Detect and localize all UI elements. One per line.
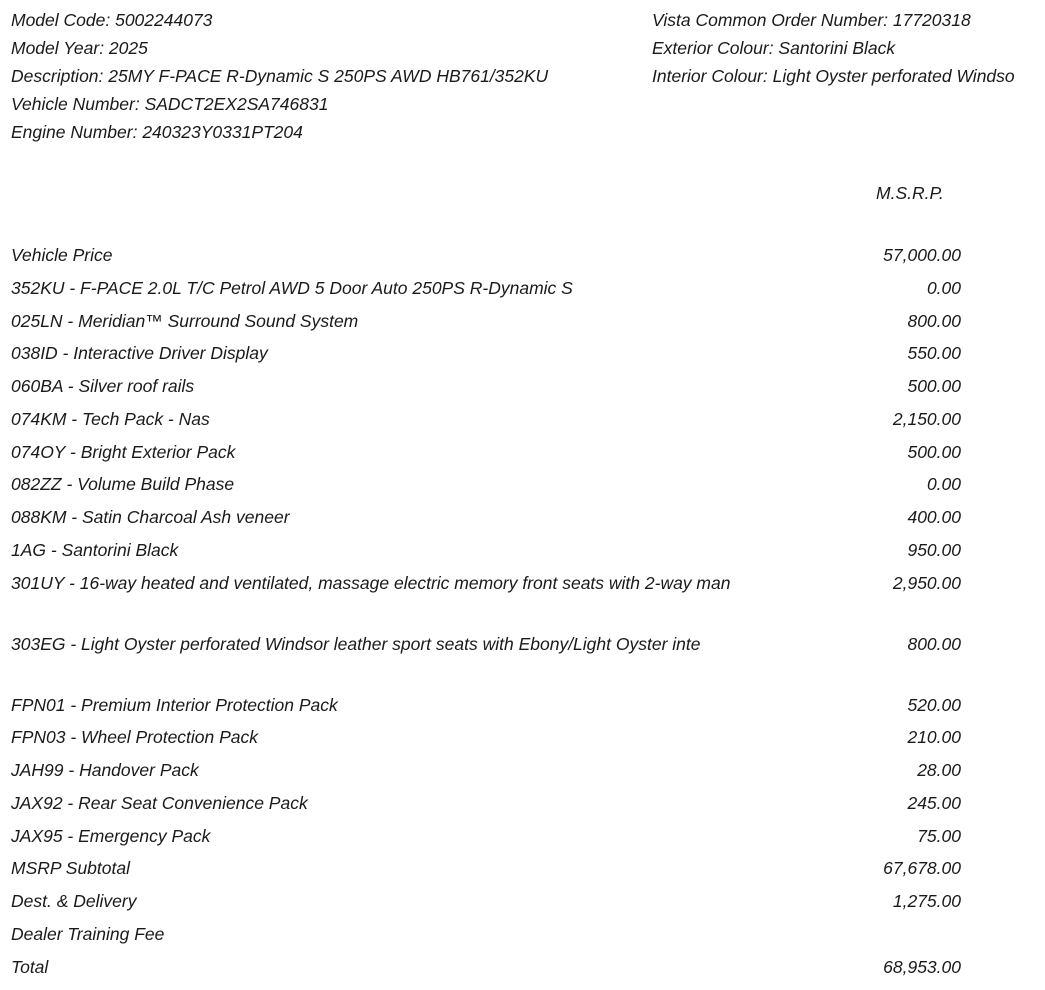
order-number: Vista Common Order Number: 17720318 [652,10,971,30]
line-item [11,241,1045,274]
line-item-label: 352KU - F-PACE 2.0L T/C Petrol AWD 5 Door Auto 250PS R-Dynamic S [11,277,573,298]
line-item [11,339,1045,372]
delivery-row [11,887,1045,920]
total-price: 68,953.00 [883,956,961,977]
delivery-price: 1,275.00 [892,891,961,911]
line-item [11,569,1045,630]
line-item-label: 303EG - Light Oyster perforated Windsor leather sport seats with Ebony/Light Oyster inte [11,633,701,654]
engine-number: Engine Number: 240323Y0331PT204 [11,122,303,142]
line-item-price: 500.00 [907,441,961,462]
model-year: Model Year: 2025 [11,38,148,58]
line-item-label: 038ID - Interactive Driver Display [11,343,268,364]
line-item-price: 57,000.00 [883,245,961,265]
training-fee-label: Dealer Training Fee [11,923,165,944]
line-item [11,307,1045,340]
line-item-label: 074OY - Bright Exterior Pack [11,441,236,462]
line-item-price: 2,950.00 [892,572,961,593]
line-item [11,789,1045,822]
line-item [11,691,1045,724]
line-item-label: 074KM - Tech Pack - Nas [11,408,210,429]
training-fee-row [11,920,1045,953]
line-item [11,274,1045,307]
line-item-price: 520.00 [907,694,961,715]
model-code: Model Code: 5002244073 [11,10,213,30]
line-item [11,438,1045,471]
line-item-price: 0.00 [926,277,961,298]
line-item-label: FPN01 - Premium Interior Protection Pack [11,694,338,715]
subtotal-label: MSRP Subtotal [11,858,130,879]
total-row [11,953,1045,986]
line-item-price: 75.00 [917,825,961,846]
price-list [11,241,1045,985]
exterior-colour: Exterior Colour: Santorini Black [652,38,896,58]
interior-colour: Interior Colour: Light Oyster perforated Windso [652,66,1015,86]
line-item-label: 060BA - Silver roof rails [11,376,195,396]
order-details [652,8,1045,92]
line-item-price: 0.00 [926,474,961,495]
line-item-label: JAX95 - Emergency Pack [11,825,211,846]
line-item-price: 400.00 [907,507,961,527]
line-item-price: 800.00 [907,310,961,331]
line-item-label: JAX92 - Rear Seat Convenience Pack [11,792,308,813]
line-item-label: 088KM - Satin Charcoal Ash veneer [11,507,290,527]
line-item-price: 2,150.00 [892,408,961,429]
vehicle-description: Description: 25MY F-PACE R-Dynamic S 250PS AWD HB761/352KU [11,66,549,86]
line-item [11,503,1045,536]
line-item [11,723,1045,756]
line-item-label: JAH99 - Handover Pack [11,760,199,780]
line-item-price: 245.00 [907,792,961,813]
line-item [11,630,1045,691]
line-item-price: 500.00 [907,376,961,396]
line-item-price: 550.00 [907,343,961,364]
line-item-price: 950.00 [907,539,961,560]
delivery-label: Dest. & Delivery [11,891,137,911]
line-item [11,756,1045,789]
line-item [11,405,1045,438]
line-item-label: 082ZZ - Volume Build Phase [11,474,235,495]
line-item [11,536,1045,569]
vehicle-number: Vehicle Number: SADCT2EX2SA746831 [11,94,329,114]
subtotal-price: 67,678.00 [883,858,961,879]
msrp-column-header: M.S.R.P. [876,183,944,203]
line-item [11,470,1045,503]
line-item-price: 800.00 [907,633,961,654]
line-item-price: 210.00 [907,727,961,748]
line-item [11,372,1045,405]
line-item-label: FPN03 - Wheel Protection Pack [11,727,259,748]
line-item [11,822,1045,855]
line-item-label: 301UY - 16-way heated and ventilated, massage electric memory front seats with 2-way man [11,572,731,593]
subtotal-row [11,854,1045,887]
line-item-label: Vehicle Price [11,245,113,265]
line-item-label: 1AG - Santorini Black [11,539,179,560]
vehicle-details [11,8,641,148]
total-label: Total [11,956,49,977]
line-item-label: 025LN - Meridian™ Surround Sound System [11,310,359,331]
line-item-price: 28.00 [917,760,961,780]
